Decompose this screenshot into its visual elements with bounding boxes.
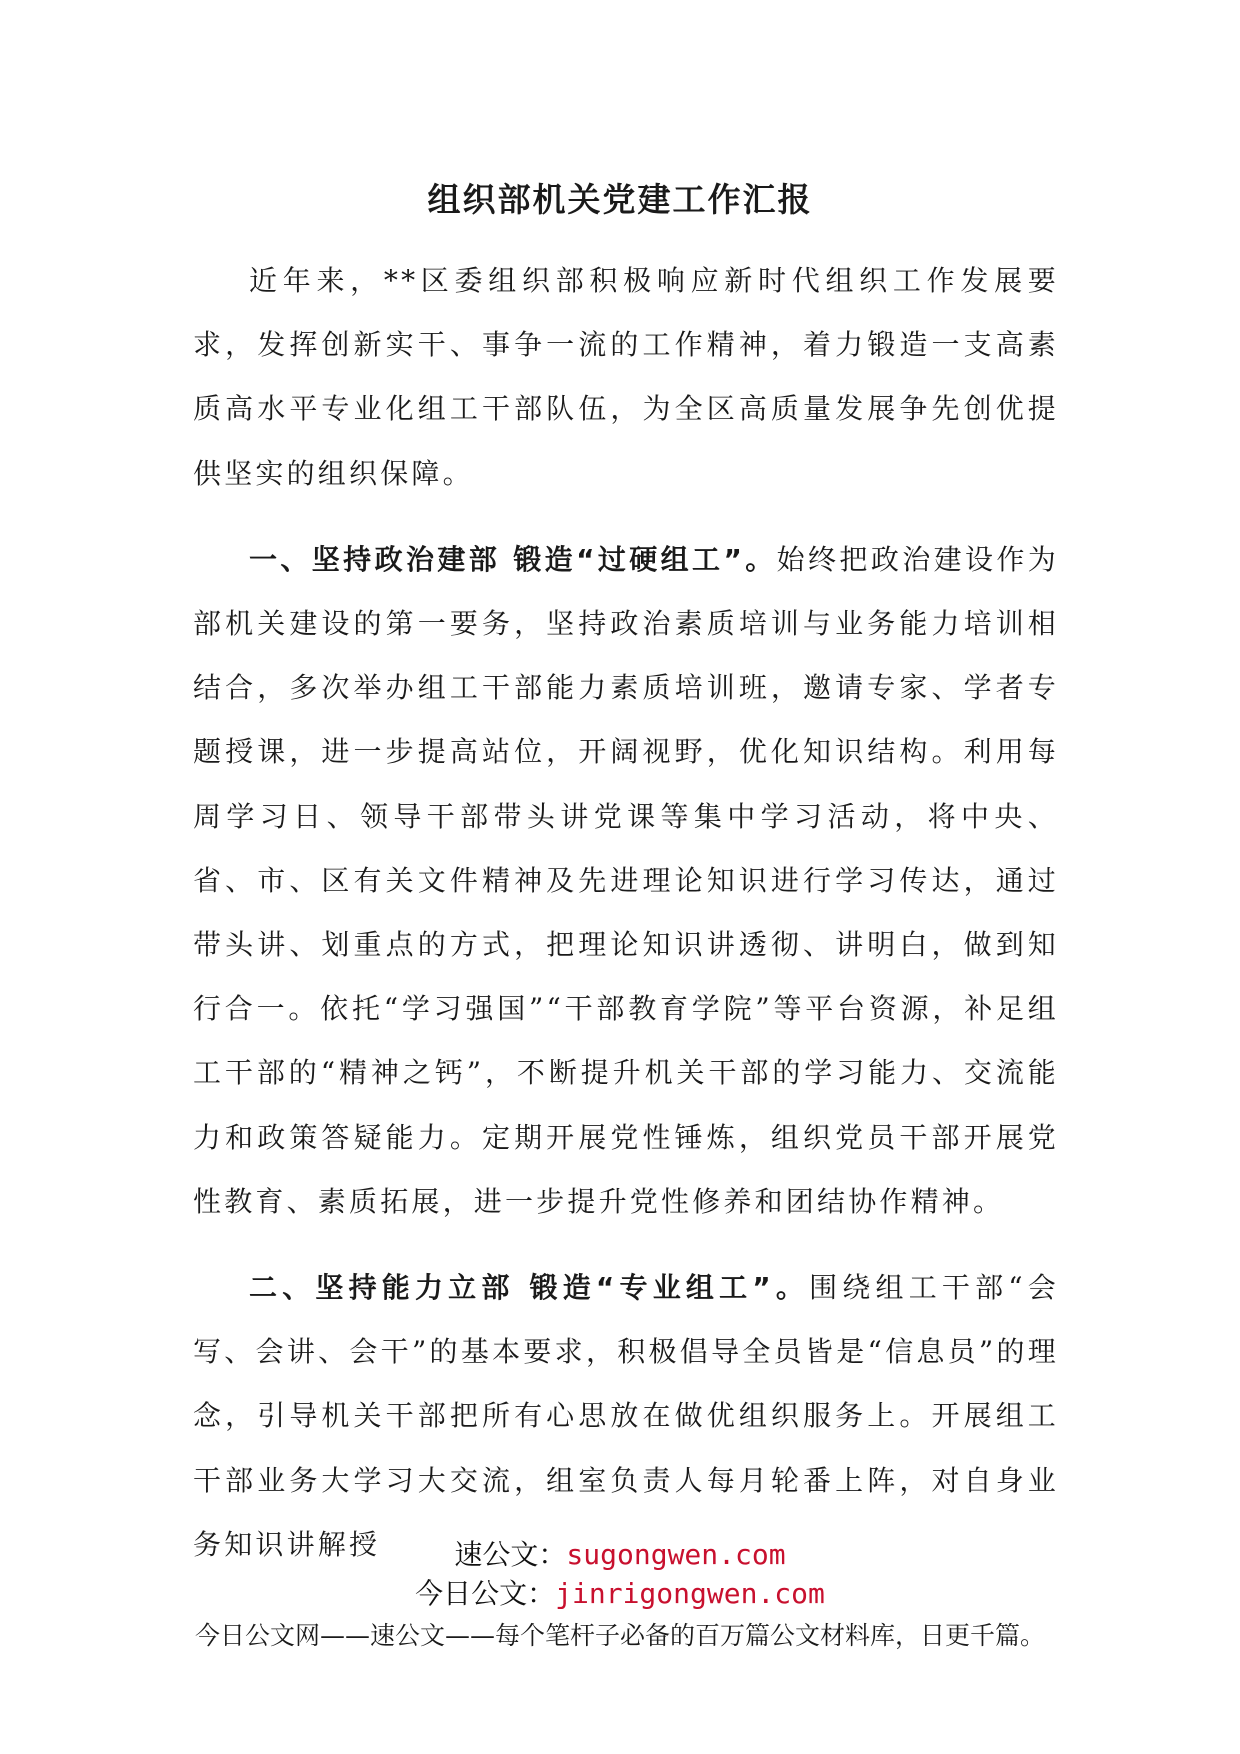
footer-sugongwen: [0, 1538, 1240, 1572]
document-body: [193, 249, 1059, 1577]
footer-jinrigongwen: [0, 1577, 1240, 1611]
footer-jinrigongwen-label: 今日公文：: [415, 1577, 556, 1610]
intro-paragraph: 近年来，**区委组织部积极响应新时代组织工作发展要求，发挥创新实干、事争一流的工作精神，着力锻造一支高素质高水平专业化组工干部队伍，为全区高质量发展争先创优提供坚实的组织保障。: [193, 264, 1059, 490]
footer-sugongwen-link[interactable]: sugongwen.com: [566, 1538, 786, 1571]
section-2-body: 围绕组工干部“会写、会讲、会干”的基本要求，积极倡导全员皆是“信息员”的理念，引导机关干部把所有心思放在做优组织服务上。开展组工干部业务大学习大交流，组室负责人每月轮番上阵，对自身业务知识讲解授: [193, 1271, 1060, 1561]
page-title: 组织部机关党建工作汇报: [427, 180, 813, 219]
section-1-heading: 一、坚持政治建部 锻造“过硬组工”。: [249, 542, 777, 576]
section-1-paragraph: [193, 528, 1059, 1234]
section-1-body: 始终把政治建设作为部机关建设的第一要务，坚持政治素质培训与业务能力培训相结合，多次举办组工干部能力素质培训班，邀请专家、学者专题授课，进一步提高站位，开阔视野，优化知识结构。利用每周学习日、领导干部带头讲党课等集中学习活动，将中央、省、市、区有关文件精神及先进理论知识进行学习传达，通过带头讲、划重点的方式，把理论知识讲透彻、讲明白，做到知行合一。依托“学习强国”“干部教育学院”等平台资源，补足组工干部的“精神之钙”，不断提升机关干部的学习能力、交流能力和政策答疑能力。定期开展党性锤炼，组织党员干部开展党性教育、素质拓展，进一步提升党性修养和团结协作精神。: [193, 542, 1059, 1218]
footer-jinrigongwen-link[interactable]: jinrigongwen.com: [555, 1577, 825, 1610]
footer-tagline: 今日公文网——速公文——每个笔杆子必备的百万篇公文材料库，日更千篇。: [194, 1621, 1045, 1650]
footer-sugongwen-label: 速公文：: [454, 1538, 567, 1571]
section-2-heading: 二、坚持能力立部 锻造“专业组工”。: [249, 1271, 810, 1305]
section-2-paragraph: [193, 1256, 1059, 1577]
